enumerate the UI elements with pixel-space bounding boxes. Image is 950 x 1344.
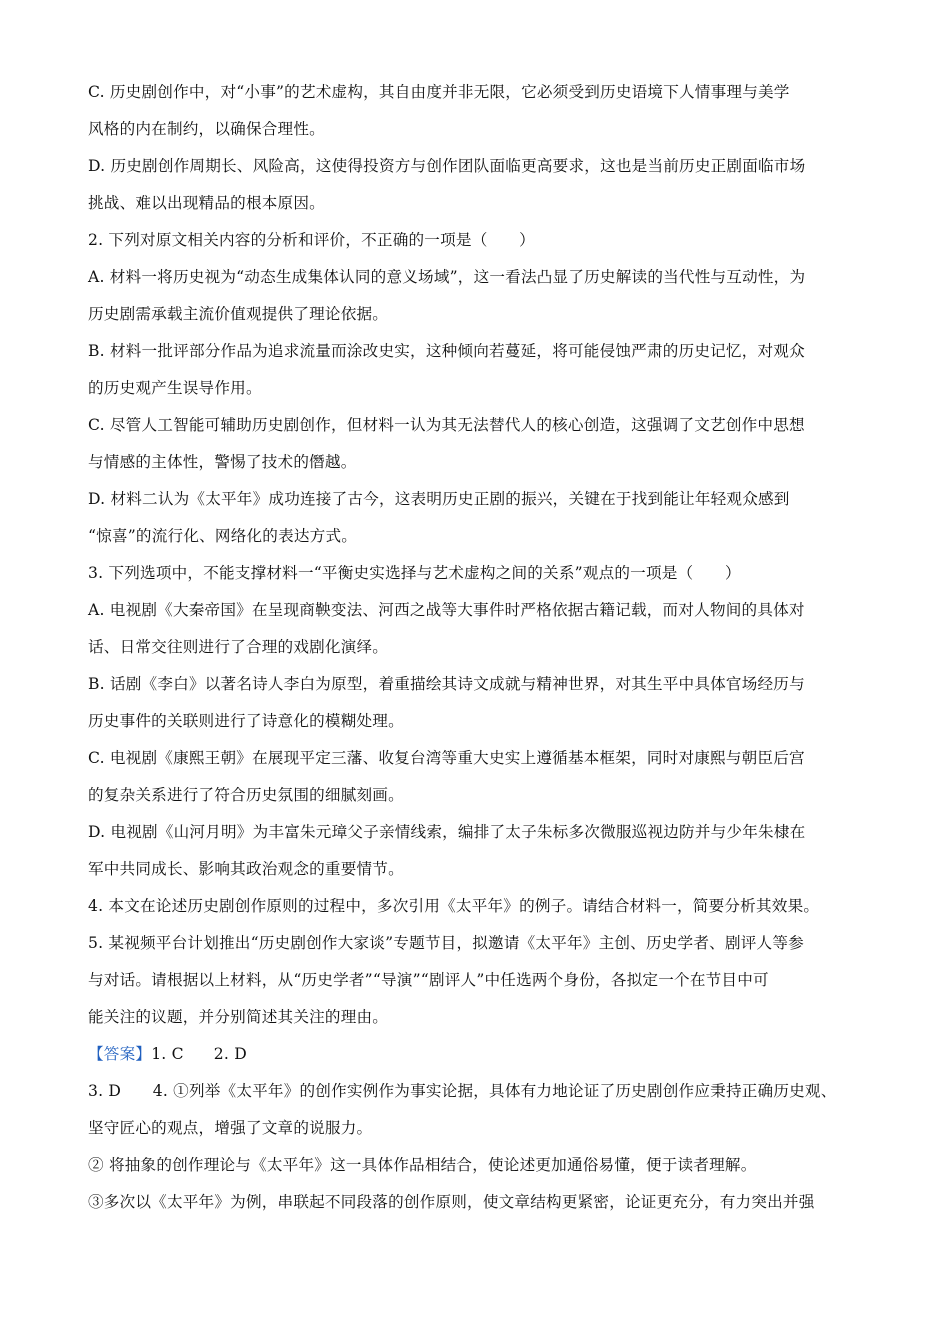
text-line: ③多次以《太平年》为例，串联起不同段落的创作原则，使文章结构更紧密，论证更充分，有力突出并强	[88, 1193, 815, 1211]
text-line: A. 电视剧《大秦帝国》在呈现商鞅变法、河西之战等大事件时严格依据古籍记载，而对人物间的具体对	[88, 601, 805, 619]
text-line: 3. D 4. ①列举《太平年》的创作实例作为事实论据，具体有力地论证了历史剧创作应秉持正确历史观、	[88, 1082, 837, 1100]
question-4: 4. 本文在论述历史剧创作原则的过程中，多次引用《太平年》的例子。请结合材料一，简要分析其效果。	[88, 897, 820, 915]
text-line: D. 历史剧创作周期长、风险高，这使得投资方与创作团队面临更高要求，这也是当前历史正剧面临市场	[88, 157, 806, 175]
question-5: 5. 某视频平台计划推出“历史剧创作大家谈”专题节目，拟邀请《太平年》主创、历史学者、剧评人等参	[88, 934, 804, 952]
text-line: D. 电视剧《山河月明》为丰富朱元璋父子亲情线索，编排了太子朱标多次微服巡视边防并与少年朱棣在	[88, 823, 806, 841]
text-line: 挑战、难以出现精品的根本原因。	[88, 194, 325, 212]
text-line: D. 材料二认为《太平年》成功连接了古今，这表明历史正剧的振兴，关键在于找到能让年轻观众感到	[88, 490, 790, 508]
text-line: 能关注的议题，并分别简述其关注的理由。	[88, 1008, 389, 1026]
text-line: 历史事件的关联则进行了诗意化的模糊处理。	[88, 712, 404, 730]
text-line: ② 将抽象的创作理论与《太平年》这一具体作品相结合，使论述更加通俗易懂，便于读者理解。	[88, 1156, 757, 1174]
question-3: 3. 下列选项中，不能支撑材料一“平衡史实选择与艺术虚构之间的关系”观点的一项是（ ）	[88, 564, 741, 582]
text-line: C. 历史剧创作中，对“小事”的艺术虚构，其自由度并非无限，它必须受到历史语境下人情事理与美学	[88, 83, 790, 101]
answer-tag: 【答案】	[88, 1045, 152, 1063]
text-line: C. 电视剧《康熙王朝》在展现平定三藩、收复台湾等重大史实上遵循基本框架，同时对康熙与朝臣后宫	[88, 749, 805, 767]
text-line: 与对话。请根据以上材料，从“历史学者”“导演”“剧评人”中任选两个身份，各拟定一个在节目中可	[88, 971, 769, 989]
text-line: B. 话剧《李白》以著名诗人李白为原型，着重描绘其诗文成就与精神世界，对其生平中具体官场经历与	[88, 675, 805, 693]
answer-line	[88, 1044, 878, 1064]
answer-2: 2. D	[213, 1045, 247, 1063]
text-line: 的历史观产生误导作用。	[88, 379, 262, 397]
question-2: 2. 下列对原文相关内容的分析和评价，不正确的一项是（ ）	[88, 231, 535, 249]
text-line: 坚守匠心的观点，增强了文章的说服力。	[88, 1119, 373, 1137]
text-line: 风格的内在制约，以确保合理性。	[88, 120, 325, 138]
text-line: 军中共同成长、影响其政治观念的重要情节。	[88, 860, 404, 878]
text-line: C. 尽管人工智能可辅助历史剧创作，但材料一认为其无法替代人的核心创造，这强调了文艺创作中思想	[88, 416, 805, 434]
text-line: A. 材料一将历史视为“动态生成集体认同的意义场域”，这一看法凸显了历史解读的当代性与互动性，为	[88, 268, 806, 286]
text-line: 与情感的主体性，警惕了技术的僭越。	[88, 453, 357, 471]
text-line: 历史剧需承载主流价值观提供了理论依据。	[88, 305, 389, 323]
answer-1: 1. C	[151, 1045, 184, 1063]
text-line: 话、日常交往则进行了合理的戏剧化演绎。	[88, 638, 389, 656]
text-line: “惊喜”的流行化、网络化的表达方式。	[88, 527, 358, 545]
text-line: B. 材料一批评部分作品为追求流量而涂改史实，这种倾向若蔓延，将可能侵蚀严肃的历史记忆，对观众	[88, 342, 805, 360]
text-line: 的复杂关系进行了符合历史氛围的细腻刻画。	[88, 786, 404, 804]
